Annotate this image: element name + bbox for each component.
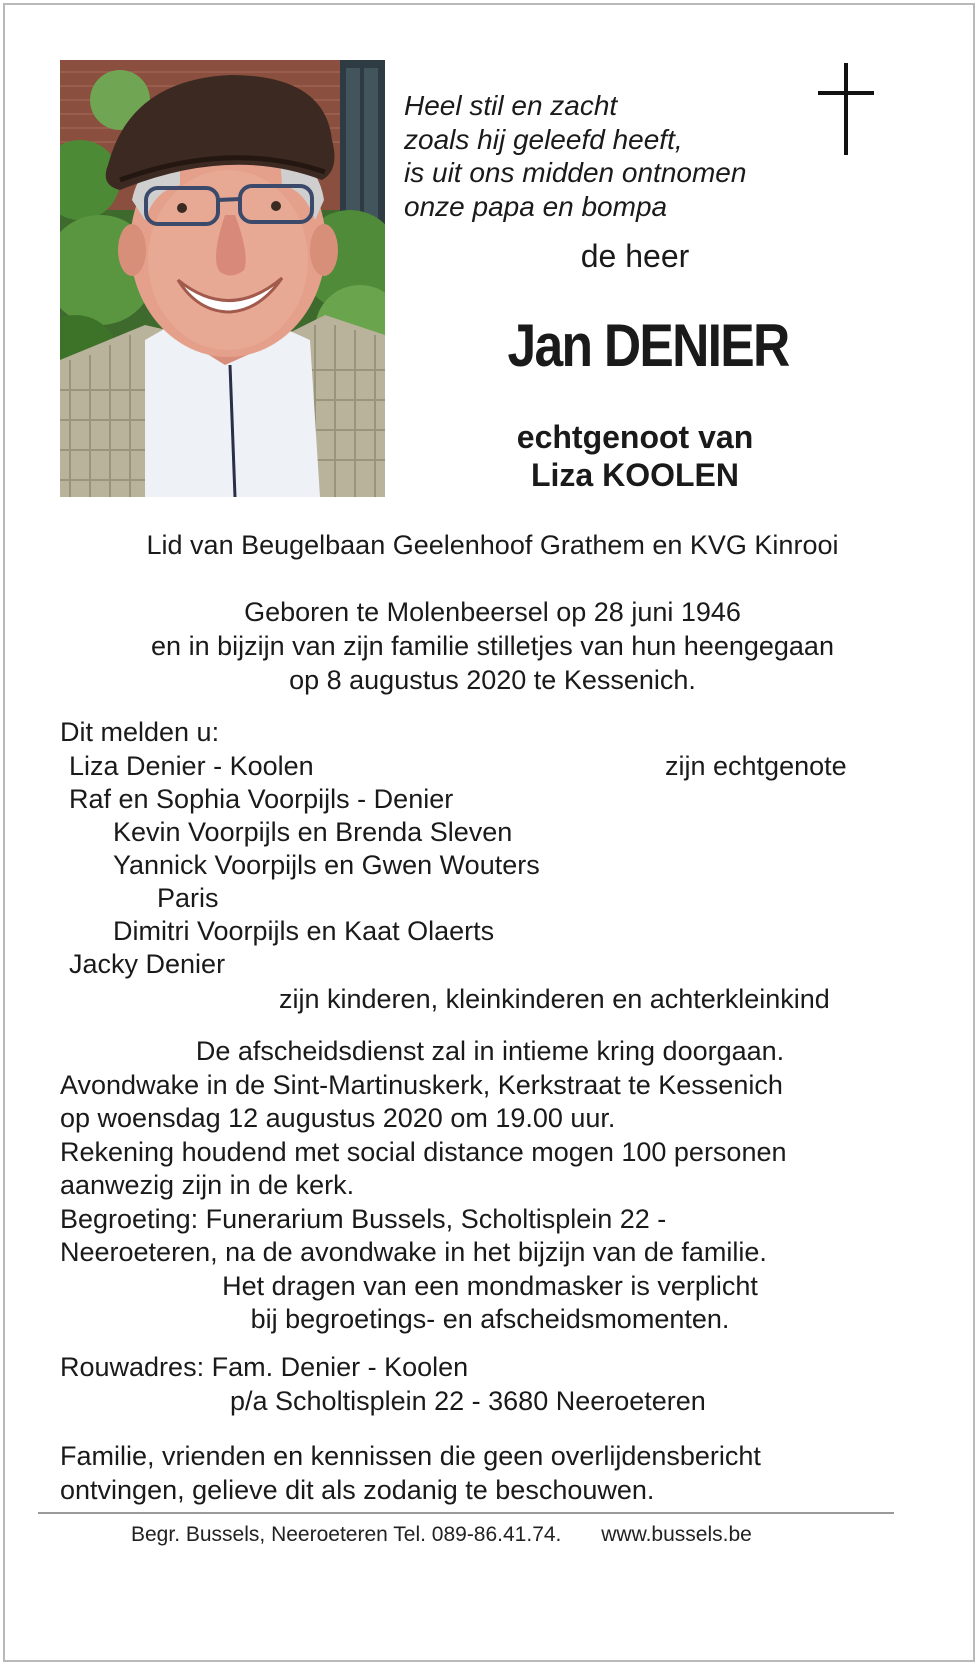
poem xyxy=(404,89,746,223)
service-line: De afscheidsdienst zal in intieme kring doorgaan. xyxy=(195,1036,785,1066)
undertaker-info: Begr. Bussels, Neeroeteren Tel. 089-86.41.74. xyxy=(131,1523,562,1546)
membership: Lid van Beugelbaan Geelenhoof Grathem en KVG Kinrooi xyxy=(146,530,839,560)
website-link[interactable]: www.bussels.be xyxy=(601,1523,752,1546)
poem-line: zoals hij geleefd heeft, xyxy=(404,123,683,155)
service-line: Begroeting: Funerarium Bussels, Scholtisplein 22 - xyxy=(60,1203,667,1234)
service-line: Het dragen van een mondmasker is verplicht xyxy=(222,1270,758,1301)
family-member: Yannick Voorpijls en Gwen Wouters xyxy=(113,850,540,880)
death-notice-card xyxy=(3,3,975,1662)
service-line: bij begroetings- en afscheidsmomenten. xyxy=(250,1304,730,1334)
spouse-line-1: echtgenoot van xyxy=(516,419,754,455)
family-role: zijn kinderen, kleinkinderen en achterkleinkind xyxy=(279,984,830,1014)
family-member: Kevin Voorpijls en Brenda Sleven xyxy=(113,817,513,847)
family-role: zijn echtgenote xyxy=(665,751,847,781)
mourning-address: p/a Scholtisplein 22 - 3680 Neeroeteren xyxy=(230,1386,706,1416)
family-member: Raf en Sophia Voorpijls - Denier xyxy=(69,784,454,814)
birth-death-text xyxy=(60,595,925,697)
cross-icon xyxy=(818,63,874,155)
spouse-name: Liza KOOLEN xyxy=(530,457,739,493)
service-line: Rekening houdend met social distance mogen 100 personen xyxy=(60,1136,787,1167)
service-info xyxy=(60,1035,920,1337)
poem-line: onze papa en bompa xyxy=(404,190,668,222)
closing-note xyxy=(60,1440,761,1507)
family-member: Paris xyxy=(157,883,219,913)
deceased-name: Jan DENIER xyxy=(507,312,789,379)
poem-line: is uit ons midden ontnomen xyxy=(404,157,747,188)
family-member: Liza Denier - Koolen xyxy=(69,751,314,781)
family-member: Jacky Denier xyxy=(69,949,226,979)
poem-line: Heel stil en zacht xyxy=(404,90,618,121)
service-line: Avondwake in de Sint-Martinuskerk, Kerkstraat te Kessenich xyxy=(60,1069,783,1100)
death-place-line: op 8 augustus 2020 te Kessenich. xyxy=(289,665,696,695)
footer-divider xyxy=(38,1512,894,1514)
title-prefix: de heer xyxy=(580,238,690,274)
family-member: Dimitri Voorpijls en Kaat Olaerts xyxy=(113,916,495,946)
announce-title: Dit melden u: xyxy=(60,717,220,747)
birth-line: Geboren te Molenbeersel op 28 juni 1946 xyxy=(244,597,741,627)
service-line: op woensdag 12 augustus 2020 om 19.00 uur. xyxy=(60,1103,616,1133)
death-line: en in bijzijn van zijn familie stilletjes van hun heengegaan xyxy=(151,631,834,661)
service-line: Neeroeteren, na de avondwake in het bijzijn van de familie. xyxy=(60,1237,767,1267)
spouse-block xyxy=(405,418,865,494)
closing-line: Familie, vrienden en kennissen die geen overlijdensbericht xyxy=(60,1441,761,1471)
closing-line: ontvingen, gelieve dit als zodanig te beschouwen. xyxy=(60,1474,655,1505)
portrait-photo xyxy=(60,60,385,497)
mourning-address-label: Rouwadres: Fam. Denier - Koolen xyxy=(60,1352,469,1382)
footer xyxy=(131,1523,752,1547)
service-line: aanwezig zijn in de kerk. xyxy=(60,1170,355,1200)
